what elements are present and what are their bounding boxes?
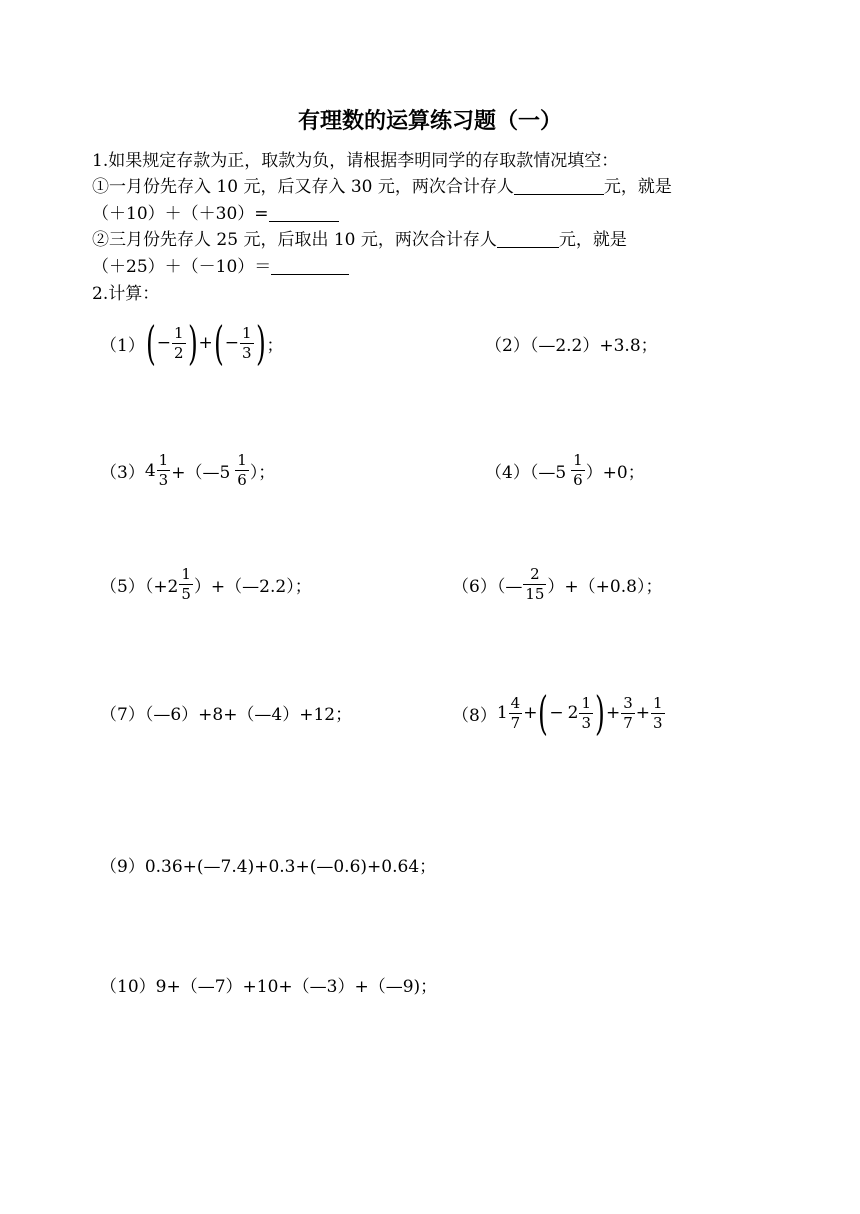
plus-sign: +	[198, 333, 213, 353]
plus-sign: +	[523, 703, 538, 723]
q1-a-suffix: 元，就是	[603, 177, 672, 197]
problem-3	[100, 452, 275, 489]
q1-b-blank[interactable]	[497, 229, 559, 248]
close-paren: )	[255, 316, 266, 370]
problem-2: （2）（—2.2）+3.8；	[485, 336, 658, 356]
problem-3-middle: +（—5	[171, 463, 231, 483]
q1-intro: 1.如果规定存款为正，取款为负，请根据李明同学的存取款情况填空：	[92, 151, 619, 171]
problem-1-term-1	[145, 316, 199, 370]
semicolon: ；	[266, 335, 284, 356]
problem-6	[452, 566, 662, 603]
whole-part: 4	[144, 460, 156, 481]
fraction: $\frac{1}{3}$	[653, 693, 663, 732]
fraction: $\frac{3}{7}$	[623, 693, 633, 732]
page-title: 有理数的运算练习题（一）	[297, 108, 562, 134]
fraction: $\frac{1}{2}$	[174, 323, 184, 362]
plus-sign: +	[605, 703, 621, 723]
q1-b-answer-blank[interactable]	[271, 256, 349, 275]
problem-5-prefix: （5）（+2	[100, 577, 179, 597]
problem-7: （7）（—6）+8+（—4）+12；	[100, 705, 353, 725]
problem-4	[485, 452, 645, 489]
problem-10: （10）9+（—7）+10+（—3）+（—9)；	[100, 977, 438, 997]
q1-b-suffix: 元，就是	[558, 230, 627, 250]
problem-5-end: ）+（—2.2）；	[193, 577, 312, 597]
problem-3-end: ）；	[249, 463, 276, 483]
open-paren: (	[213, 316, 224, 370]
q1-b-expression: （＋25）＋（－10）＝	[92, 257, 272, 277]
q1-b-text: ②三月份先存人 25 元，后取出 10 元，两次合计存人	[92, 230, 497, 250]
q1-a-blank[interactable]	[514, 176, 604, 195]
problem-6-end: ）+（+0.8）；	[547, 577, 663, 597]
problem-4-end: ）+0；	[585, 463, 645, 483]
problem-8	[452, 686, 666, 740]
problem-8-paren-term	[537, 686, 606, 740]
whole-part: 1	[496, 703, 508, 723]
open-paren: (	[145, 316, 156, 370]
fraction: $\frac{1}{3}$	[241, 323, 252, 362]
problem-5	[100, 566, 312, 603]
problem-1-number: （1）	[100, 335, 145, 356]
problem-4-prefix: （4）（—5	[485, 463, 567, 483]
problem-3-number: （3）	[100, 463, 145, 483]
q1-a-expression: （＋10）＋（＋30）=	[92, 204, 269, 224]
fraction: $\frac{1}{3}$	[581, 693, 592, 732]
q1-a-answer-blank[interactable]	[269, 203, 339, 222]
open-paren: (	[538, 686, 549, 740]
problem-6-prefix: （6）（—	[452, 577, 523, 597]
q1-b-line2	[92, 254, 349, 280]
minus-sign: −	[549, 703, 564, 723]
minus-sign: −	[156, 333, 172, 353]
whole-part: 2	[567, 703, 579, 723]
problem-1	[100, 316, 284, 370]
fraction: $\frac{1}{3}$	[158, 451, 169, 489]
fraction: $\frac{1}{6}$	[573, 451, 583, 489]
q1-a-line1	[92, 174, 672, 200]
problem-1-term-2	[213, 316, 267, 370]
plus-sign: +	[635, 703, 651, 723]
q1-a-text: ①一月份先存入 10 元，后又存入 30 元，两次合计存人	[92, 177, 514, 197]
q1-b-line1	[92, 227, 627, 253]
problem-9: （9）0.36+(—7.4)+0.3+(—0.6)+0.64；	[100, 857, 437, 877]
fraction: $\frac{1}{6}$	[237, 451, 247, 489]
problem-8-number: （8）	[452, 705, 497, 726]
close-paren: )	[595, 686, 605, 740]
q1-a-line2	[92, 201, 339, 227]
fraction: $\frac{2}{15}$	[525, 565, 545, 603]
minus-sign: −	[224, 333, 239, 353]
q2-label: 2.计算：	[92, 284, 160, 304]
fraction: $\frac{1}{5}$	[181, 565, 191, 603]
fraction: $\frac{4}{7}$	[510, 693, 521, 732]
close-paren: )	[187, 316, 198, 370]
